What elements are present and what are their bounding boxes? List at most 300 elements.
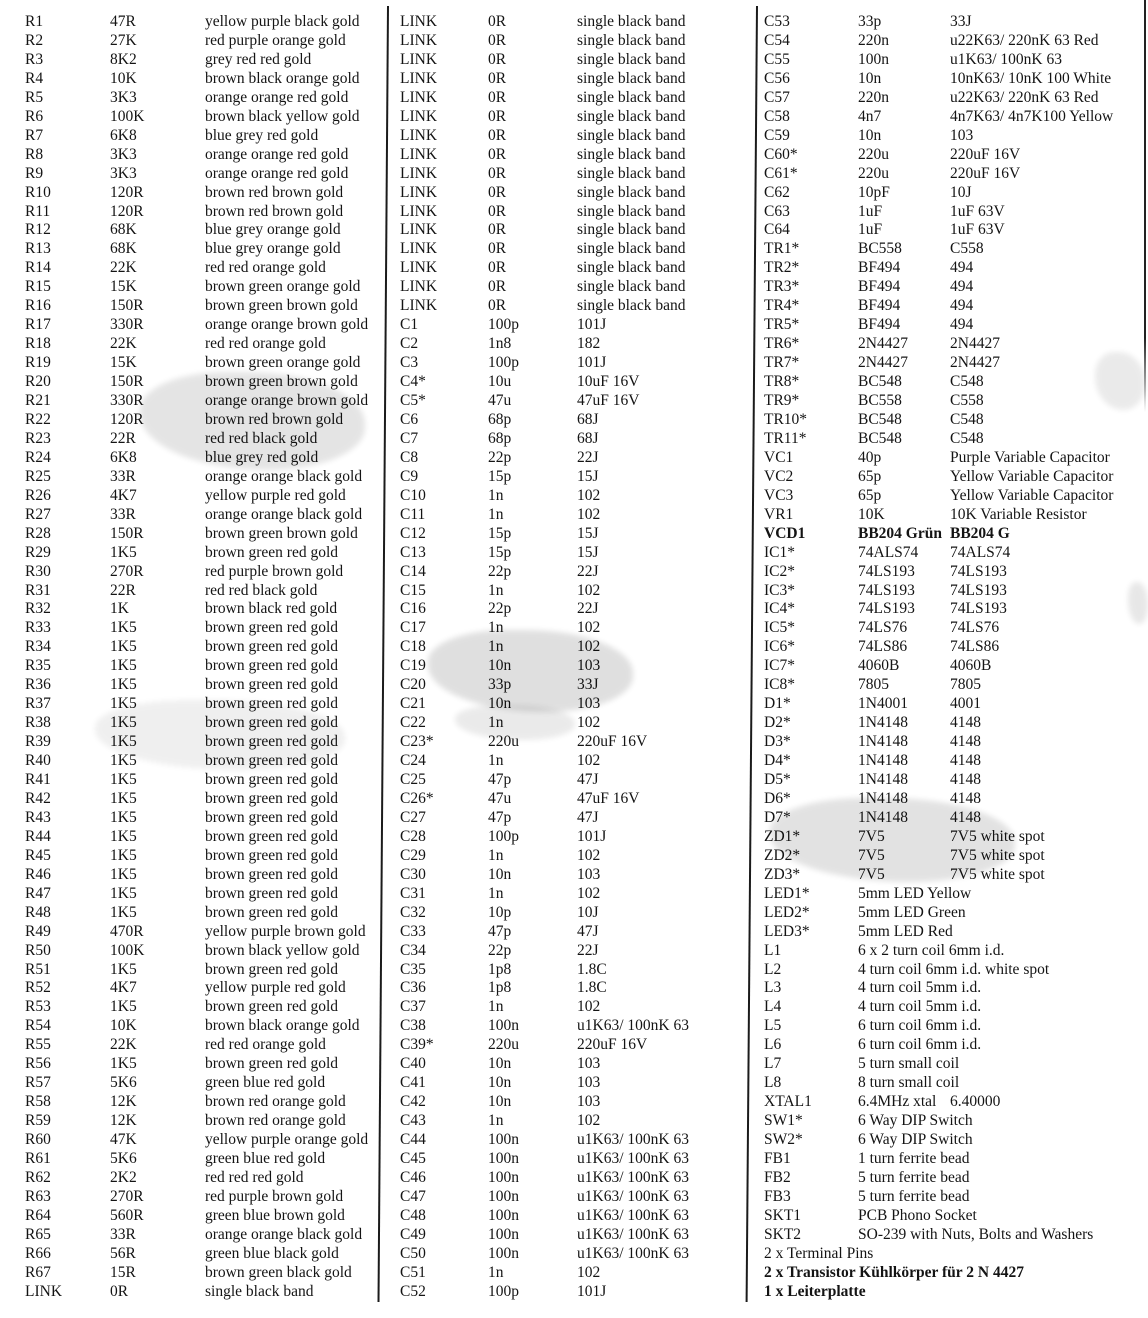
value-cell: 74LS193: [858, 600, 915, 618]
part-row: [400, 1263, 752, 1282]
part-row: [764, 88, 1148, 107]
part-row: [25, 941, 385, 960]
desc-cell: 4148: [950, 733, 981, 751]
desc-cell: brown green red gold: [205, 846, 338, 864]
value-cell: 4 turn coil 5mm i.d.: [858, 979, 982, 997]
part-row: [400, 126, 752, 145]
value-cell: 33p: [488, 676, 512, 694]
value-cell: 0R: [488, 259, 507, 277]
part-row: [764, 618, 1148, 637]
ref-cell: C32: [400, 903, 426, 921]
part-row: [764, 694, 1148, 713]
value-cell: 1N4148: [858, 789, 908, 807]
ref-cell: C14: [400, 562, 426, 580]
value-cell: 1n: [488, 1263, 504, 1281]
ref-cell: 1 x Leiterplatte: [764, 1282, 866, 1300]
part-row: [400, 448, 752, 467]
value-cell: 1n: [488, 1112, 504, 1130]
ref-cell: C45: [400, 1150, 426, 1167]
desc-cell: 102: [577, 884, 601, 902]
ref-cell: R28: [25, 524, 51, 542]
ref-cell: L7: [764, 1055, 782, 1073]
value-cell: 6 Way DIP Switch: [858, 1131, 973, 1149]
value-cell: 220u: [488, 733, 519, 751]
ref-cell: R48: [25, 903, 51, 921]
part-row: [764, 1244, 1148, 1263]
scan-edge-line: [1144, 0, 1146, 412]
part-row: [764, 296, 1148, 315]
ref-cell: C36: [400, 979, 426, 997]
value-cell: 7V5: [858, 865, 885, 883]
ref-cell: LINK: [400, 259, 438, 277]
ref-cell: TR2*: [764, 259, 800, 277]
ref-cell: C19: [400, 657, 426, 675]
value-cell: 1K5: [110, 733, 137, 751]
ref-cell: R22: [25, 410, 51, 428]
value-cell: 6K8: [110, 126, 137, 144]
desc-cell: orange orange brown gold: [205, 392, 369, 409]
value-cell: 8 turn small coil: [858, 1074, 960, 1092]
part-row: [764, 315, 1148, 334]
value-cell: 0R: [488, 31, 507, 49]
value-cell: 5mm LED Green: [858, 903, 966, 921]
value-cell: BF494: [858, 297, 901, 315]
ref-cell: C63: [764, 202, 790, 220]
desc-cell: 220uF 16V: [577, 1036, 648, 1054]
part-row: [25, 277, 385, 296]
desc-cell: 68J: [577, 410, 599, 428]
part-row: [400, 1111, 752, 1130]
desc-cell: 4060B: [950, 657, 992, 675]
desc-cell: orange orange red gold: [205, 88, 349, 106]
value-cell: 1n: [488, 619, 504, 637]
ref-cell: R67: [25, 1263, 51, 1281]
value-cell: 1K5: [110, 808, 137, 826]
value-cell: 4 turn coil 5mm i.d.: [858, 998, 982, 1016]
desc-cell: red red orange gold: [205, 259, 326, 277]
desc-cell: 102: [577, 752, 601, 770]
value-cell: 120R: [110, 183, 144, 201]
desc-cell: red red orange gold: [205, 1036, 326, 1054]
part-row: [400, 353, 752, 372]
desc-cell: yellow purple brown gold: [205, 922, 366, 940]
desc-cell: brown black orange gold: [205, 69, 360, 87]
value-cell: 15p: [488, 524, 512, 542]
ref-cell: LINK: [25, 1282, 63, 1300]
ref-cell: R44: [25, 827, 51, 845]
desc-cell: brown black yellow gold: [205, 107, 360, 125]
ref-cell: C52: [400, 1282, 426, 1300]
desc-cell: single black band: [577, 240, 686, 258]
ref-cell: R1: [25, 13, 44, 30]
value-cell: 2K2: [110, 1168, 137, 1186]
value-cell: 0R: [488, 221, 507, 239]
value-cell: 1K5: [110, 619, 137, 637]
ref-cell: C12: [400, 524, 426, 542]
ref-cell: R62: [25, 1168, 51, 1186]
part-row: [764, 543, 1148, 562]
desc-cell: 33J: [950, 13, 972, 30]
desc-cell: Yellow Variable Capacitor: [950, 486, 1114, 504]
value-cell: 150R: [110, 524, 144, 542]
part-row: [764, 846, 1148, 865]
desc-cell: 103: [577, 1093, 601, 1111]
part-row: [764, 808, 1148, 827]
value-cell: 100n: [488, 1150, 519, 1167]
part-row: [400, 637, 752, 656]
part-row: [400, 1035, 752, 1054]
part-row: [764, 1016, 1148, 1035]
desc-cell: brown green red gold: [205, 884, 338, 902]
part-row: [764, 410, 1148, 429]
ref-cell: D1*: [764, 695, 791, 713]
part-row: [764, 562, 1148, 581]
part-row: [764, 960, 1148, 979]
part-row: [25, 410, 385, 429]
ref-cell: C1: [400, 316, 419, 334]
value-cell: 1K5: [110, 998, 137, 1016]
part-row: [25, 315, 385, 334]
part-row: [764, 675, 1148, 694]
ref-cell: LINK: [400, 88, 438, 106]
ref-cell: L2: [764, 960, 782, 978]
ref-cell: ZD1*: [764, 827, 801, 845]
value-cell: 33R: [110, 505, 136, 523]
desc-cell: brown black orange gold: [205, 1017, 360, 1035]
part-row: [400, 884, 752, 903]
value-cell: 1uF: [858, 221, 883, 239]
ref-cell: C60*: [764, 145, 798, 163]
value-cell: 1N4148: [858, 733, 908, 751]
part-row: [400, 202, 752, 221]
part-row: [25, 258, 385, 277]
part-row: [25, 183, 385, 202]
value-cell: 0R: [488, 107, 507, 125]
part-row: [25, 429, 385, 448]
part-row: [764, 505, 1148, 524]
desc-cell: single black band: [577, 259, 686, 277]
part-row: [400, 922, 752, 941]
value-cell: 330R: [110, 392, 144, 409]
part-row: [400, 1016, 752, 1035]
value-cell: 1n: [488, 486, 504, 504]
desc-cell: 10nK63/ 10nK 100 White: [950, 69, 1112, 87]
value-cell: 4K7: [110, 979, 137, 997]
value-cell: 270R: [110, 1187, 144, 1205]
part-row: [764, 69, 1148, 88]
value-cell: 22p: [488, 600, 512, 618]
part-row: [400, 486, 752, 505]
value-cell: 0R: [488, 126, 507, 144]
desc-cell: 15J: [577, 524, 599, 542]
part-row: [25, 1111, 385, 1130]
ref-cell: FB1: [764, 1150, 791, 1167]
ref-cell: R25: [25, 467, 51, 485]
value-cell: 100n: [488, 1225, 519, 1243]
desc-cell: 74ALS74: [950, 543, 1011, 561]
ref-cell: R4: [25, 69, 44, 87]
part-row: [764, 1149, 1148, 1168]
ref-cell: R29: [25, 543, 51, 561]
value-cell: 10p: [488, 903, 512, 921]
ref-cell: R56: [25, 1055, 51, 1073]
desc-cell: 68J: [577, 429, 599, 447]
part-row: [764, 751, 1148, 770]
ref-cell: C20: [400, 676, 426, 694]
ref-cell: C30: [400, 865, 426, 883]
part-row: [25, 751, 385, 770]
value-cell: 0R: [488, 13, 507, 30]
ref-cell: SW2*: [764, 1131, 803, 1149]
ref-cell: IC2*: [764, 562, 795, 580]
desc-cell: brown red orange gold: [205, 1093, 346, 1111]
value-cell: 1K5: [110, 846, 137, 864]
part-row: [400, 88, 752, 107]
desc-cell: 102: [577, 998, 601, 1016]
value-cell: 47u: [488, 392, 512, 409]
ref-cell: SW1*: [764, 1112, 803, 1130]
value-cell: 15K: [110, 278, 137, 296]
ref-cell: C53: [764, 13, 790, 30]
desc-cell: 494: [950, 278, 974, 296]
value-cell: 10n: [488, 695, 512, 713]
part-row: [400, 183, 752, 202]
desc-cell: u1K63/ 100nK 63: [577, 1187, 689, 1205]
desc-cell: brown black red gold: [205, 600, 338, 618]
part-row: [400, 50, 752, 69]
desc-cell: brown green red gold: [205, 789, 338, 807]
ref-cell: LINK: [400, 202, 438, 220]
desc-cell: brown red brown gold: [205, 410, 344, 428]
ref-cell: TR10*: [764, 410, 808, 428]
part-row: [764, 789, 1148, 808]
ref-cell: R37: [25, 695, 51, 713]
value-cell: BC558: [858, 240, 902, 258]
ref-cell: D2*: [764, 714, 791, 732]
part-row: [25, 922, 385, 941]
desc-cell: 47uF 16V: [577, 789, 640, 807]
ref-cell: R52: [25, 979, 51, 997]
part-row: [25, 1073, 385, 1092]
value-cell: 33R: [110, 1225, 136, 1243]
ref-cell: C62: [764, 183, 790, 201]
part-row: [764, 1073, 1148, 1092]
ref-cell: R61: [25, 1150, 51, 1167]
value-cell: 0R: [488, 297, 507, 315]
part-row: [400, 1092, 752, 1111]
value-cell: 220u: [488, 1036, 519, 1054]
value-cell: 1n: [488, 638, 504, 656]
value-cell: 10n: [488, 1093, 512, 1111]
part-row: [25, 1016, 385, 1035]
desc-cell: single black band: [577, 202, 686, 220]
desc-cell: 103: [577, 1074, 601, 1092]
ref-cell: R11: [25, 202, 51, 220]
ref-cell: LED1*: [764, 884, 810, 902]
value-cell: 0R: [488, 69, 507, 87]
part-row: [25, 903, 385, 922]
part-row: [764, 467, 1148, 486]
ref-cell: TR8*: [764, 373, 800, 391]
desc-cell: 1.8C: [577, 979, 607, 997]
part-row: [25, 846, 385, 865]
parts-column-1: [25, 0, 385, 1318]
ref-cell: R40: [25, 752, 51, 770]
ref-cell: C5*: [400, 392, 426, 409]
ref-cell: C8: [400, 448, 419, 466]
value-cell: 1K5: [110, 714, 137, 732]
value-cell: 0R: [488, 164, 507, 182]
ref-cell: C56: [764, 69, 790, 87]
desc-cell: 10K Variable Resistor: [950, 505, 1087, 523]
value-cell: 1N4001: [858, 695, 908, 713]
value-cell: 15p: [488, 467, 512, 485]
desc-cell: single black band: [577, 50, 686, 68]
value-cell: 1K5: [110, 865, 137, 883]
part-row: [764, 107, 1148, 126]
desc-cell: orange orange brown gold: [205, 316, 369, 334]
part-row: [25, 69, 385, 88]
ref-cell: R19: [25, 354, 51, 372]
desc-cell: 102: [577, 505, 601, 523]
desc-cell: 220uF 16V: [950, 164, 1021, 182]
value-cell: BF494: [858, 316, 901, 334]
ref-cell: LINK: [400, 13, 438, 30]
value-cell: BB204 Grün: [858, 524, 942, 542]
value-cell: 27K: [110, 31, 137, 49]
desc-cell: orange orange red gold: [205, 145, 349, 163]
desc-cell: u1K63/ 100nK 63: [577, 1150, 689, 1167]
value-cell: 150R: [110, 297, 144, 315]
part-row: [25, 31, 385, 50]
part-row: [400, 31, 752, 50]
part-row: [764, 713, 1148, 732]
ref-cell: VC1: [764, 448, 794, 466]
ref-cell: C27: [400, 808, 426, 826]
ref-cell: R50: [25, 941, 51, 959]
value-cell: 0R: [488, 202, 507, 220]
desc-cell: 102: [577, 638, 601, 656]
ref-cell: LINK: [400, 221, 438, 239]
value-cell: BF494: [858, 278, 901, 296]
value-cell: 68p: [488, 429, 512, 447]
part-row: [400, 732, 752, 751]
part-row: [25, 865, 385, 884]
value-cell: 220u: [858, 164, 889, 182]
part-row: [764, 922, 1148, 941]
ref-cell: VC2: [764, 467, 794, 485]
part-row: [400, 978, 752, 997]
desc-cell: brown red brown gold: [205, 202, 344, 220]
part-row: [25, 334, 385, 353]
part-row: [764, 599, 1148, 618]
desc-cell: brown green red gold: [205, 865, 338, 883]
desc-cell: brown green red gold: [205, 543, 338, 561]
part-row: [25, 637, 385, 656]
ref-cell: C54: [764, 31, 790, 49]
ref-cell: L6: [764, 1036, 782, 1054]
part-row: [400, 145, 752, 164]
value-cell: 220n: [858, 31, 889, 49]
value-cell: 15K: [110, 354, 137, 372]
ref-cell: R63: [25, 1187, 51, 1205]
part-row: [764, 50, 1148, 69]
desc-cell: 4n7K63/ 4n7K100 Yellow: [950, 107, 1114, 125]
desc-cell: 1uF 63V: [950, 221, 1005, 239]
value-cell: 100p: [488, 827, 519, 845]
value-cell: 10u: [488, 373, 512, 391]
ref-cell: C50: [400, 1244, 426, 1262]
desc-cell: 494: [950, 297, 974, 315]
part-row: [764, 126, 1148, 145]
desc-cell: u1K63/ 100nK 63: [577, 1131, 689, 1149]
desc-cell: u1K63/ 100nK 63: [577, 1206, 689, 1224]
ref-cell: C17: [400, 619, 426, 637]
part-row: [25, 1206, 385, 1225]
part-row: [25, 978, 385, 997]
part-row: [400, 107, 752, 126]
desc-cell: blue grey orange gold: [205, 240, 341, 258]
ref-cell: LINK: [400, 69, 438, 87]
ref-cell: C42: [400, 1093, 426, 1111]
value-cell: 270R: [110, 562, 144, 580]
part-row: [25, 732, 385, 751]
part-row: [764, 827, 1148, 846]
ref-cell: R26: [25, 486, 51, 504]
ref-cell: C47: [400, 1187, 426, 1205]
value-cell: 1N4148: [858, 771, 908, 788]
value-cell: 1K5: [110, 960, 137, 978]
value-cell: 5K6: [110, 1074, 137, 1092]
part-row: [400, 277, 752, 296]
part-row: [764, 372, 1148, 391]
part-row: [25, 12, 385, 31]
part-row: [400, 656, 752, 675]
desc-cell: 22J: [577, 562, 599, 580]
ref-cell: R35: [25, 657, 51, 675]
ref-cell: ZD2*: [764, 846, 801, 864]
value-cell: 1N4148: [858, 752, 908, 770]
desc-cell: 7V5 white spot: [950, 827, 1045, 845]
desc-cell: blue grey orange gold: [205, 221, 341, 239]
ref-cell: R41: [25, 771, 51, 788]
part-row: [25, 1282, 385, 1301]
value-cell: 0R: [488, 278, 507, 296]
desc-cell: brown red orange gold: [205, 1112, 346, 1130]
desc-cell: single black band: [577, 221, 686, 239]
ref-cell: R18: [25, 335, 51, 353]
value-cell: 47p: [488, 808, 512, 826]
desc-cell: brown green red gold: [205, 960, 338, 978]
desc-cell: 7V5 white spot: [950, 865, 1045, 883]
ref-cell: R16: [25, 297, 51, 315]
desc-cell: red red black gold: [205, 429, 318, 447]
value-cell: 47K: [110, 1131, 137, 1149]
ref-cell: LINK: [400, 31, 438, 49]
value-cell: 6 Way DIP Switch: [858, 1112, 973, 1130]
ref-cell: C37: [400, 998, 426, 1016]
part-row: [764, 1111, 1148, 1130]
desc-cell: 47J: [577, 771, 599, 788]
desc-cell: 103: [577, 695, 601, 713]
ref-cell: C11: [400, 505, 426, 523]
value-cell: 56R: [110, 1244, 136, 1262]
value-cell: 3K3: [110, 88, 137, 106]
value-cell: 74LS76: [858, 619, 908, 637]
value-cell: 1n: [488, 752, 504, 770]
part-row: [25, 1225, 385, 1244]
part-row: [764, 732, 1148, 751]
